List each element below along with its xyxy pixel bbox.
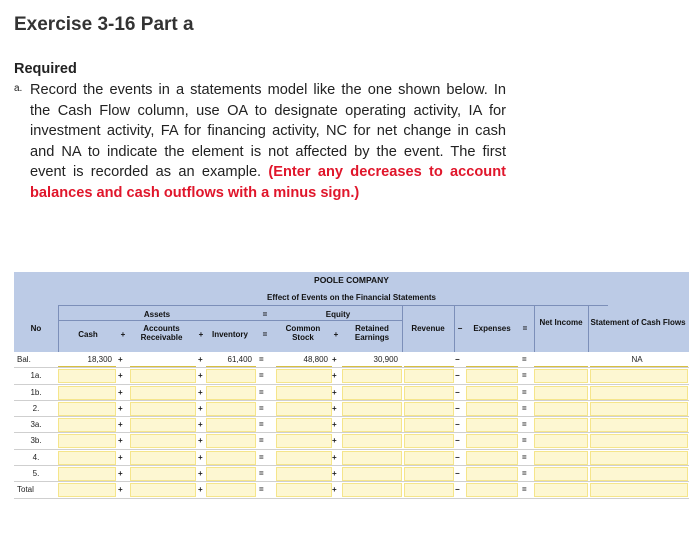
col-expenses: Expenses [473,324,511,333]
cell-inventory: 61,400 [206,353,256,367]
cell-expenses[interactable] [466,402,518,416]
col-cash: Cash [78,330,98,339]
cell-retained[interactable] [342,402,402,416]
plus-op: + [332,469,337,479]
row-label: 1a. [30,371,42,381]
table-row [14,482,689,498]
cell-retained[interactable] [342,483,402,497]
cell-cash[interactable] [58,418,116,432]
cell-inventory[interactable] [206,483,256,497]
cell-common[interactable] [276,467,332,481]
cell-retained[interactable] [342,369,402,383]
equals-op: = [259,403,264,413]
cell-inventory[interactable] [206,451,256,465]
cell-scf[interactable] [590,434,688,448]
instructions-emphasis: (Enter any decreases to account balances and cash outflows with a minus sign.) [30,164,506,201]
equals-op: = [259,371,264,381]
cell-cash[interactable] [58,467,116,481]
row-label: Bal. [17,355,31,364]
minus-op: − [455,452,460,462]
cell-common[interactable] [276,418,332,432]
plus-op: + [332,420,337,430]
cell-cash[interactable] [58,483,116,497]
plus-op: + [198,436,203,446]
cell-cash[interactable] [58,434,116,448]
cell-expenses[interactable] [466,467,518,481]
minus-op: − [455,436,460,446]
table-row [14,433,689,449]
cell-common[interactable] [276,369,332,383]
plus-op: + [118,469,123,479]
cell-retained[interactable] [342,451,402,465]
instructions [14,80,506,203]
cell-revenue [404,353,454,367]
cell-expenses[interactable] [466,434,518,448]
plus-op: + [332,403,337,413]
cell-expenses[interactable] [466,483,518,497]
minus-op: − [455,420,460,430]
plus-op: + [198,469,203,479]
table-row [14,385,689,401]
cell-expenses [466,353,518,367]
plus-op: + [332,371,337,381]
cell-scf[interactable] [590,467,688,481]
plus-op: + [332,452,337,462]
table-row [14,417,689,433]
row-label: 3b. [30,436,42,446]
plus-op: + [198,387,203,397]
equals-op: = [522,371,527,381]
col-no: No [30,324,42,333]
row-label: 1b. [30,387,42,397]
equals-op: = [522,469,527,479]
equals-op: = [259,485,264,495]
plus-op: + [118,420,123,430]
cell-common[interactable] [276,386,332,400]
cell-retained[interactable] [342,418,402,432]
cell-revenue[interactable] [404,369,454,383]
table-row [14,466,689,482]
cell-ar[interactable] [130,386,196,400]
plus-op: + [198,452,203,462]
instructions-text: Record the events in a statements model like the one shown below. In the Cash Flow column, use OA to designate operating activity, IA for investment activity, FA for financing activity, NC for net change in cash and NA to indicate the element is not affected by the event. The first event is recorded as an example. [30,82,506,180]
cell-revenue[interactable] [404,467,454,481]
plus-op: + [118,452,123,462]
cell-common[interactable] [276,451,332,465]
table-row [14,450,689,466]
minus-op: − [455,371,460,381]
plus-op: + [118,387,123,397]
cell-net[interactable] [534,418,588,432]
plus-op: + [333,330,339,339]
cell-net[interactable] [534,483,588,497]
cell-ar[interactable] [130,418,196,432]
col-statement-of-cash-flows: Statement of Cash Flows [590,318,686,327]
cell-net[interactable] [534,402,588,416]
cell-scf[interactable] [590,386,688,400]
equals-op: = [259,420,264,430]
cell-common[interactable] [276,483,332,497]
row-label: 2. [32,403,40,413]
col-accounts-receivable: Accounts Receivable [140,324,183,342]
cell-scf[interactable] [590,418,688,432]
plus-op: + [332,485,337,495]
plus-op: + [198,355,203,364]
plus-op: + [198,420,203,430]
equals-op: = [522,387,527,397]
cell-expenses[interactable] [466,451,518,465]
cell-cash[interactable] [58,451,116,465]
plus-op: + [198,330,204,339]
cell-revenue[interactable] [404,434,454,448]
cell-scf: NA [590,353,688,367]
cell-net[interactable] [534,386,588,400]
row-label: 3a. [30,420,42,430]
equals-op: = [522,420,527,430]
page-title: Exercise 3-16 Part a [14,14,194,35]
plus-op: + [118,371,123,381]
table-subtitle: Effect of Events on the Financial Statements [267,293,436,302]
cell-ar[interactable] [130,451,196,465]
cell-inventory[interactable] [206,418,256,432]
plus-op: + [118,485,123,495]
cell-ar[interactable] [130,402,196,416]
minus-op: − [457,324,463,333]
minus-op: − [455,469,460,479]
cell-retained[interactable] [342,434,402,448]
assets-heading: Assets [143,310,171,319]
table-row [14,368,689,384]
cell-revenue[interactable] [404,483,454,497]
plus-op: + [332,436,337,446]
cell-expenses[interactable] [466,418,518,432]
cell-net[interactable] [534,434,588,448]
plus-op: + [118,436,123,446]
minus-op: − [455,355,460,364]
col-common-stock: Common Stock [285,324,321,342]
plus-op: + [198,371,203,381]
cell-cash[interactable] [58,369,116,383]
equity-heading: Equity [325,310,351,319]
col-net-income: Net Income [539,318,583,327]
cell-revenue[interactable] [404,451,454,465]
table-row [14,401,689,417]
company-name: POOLE COMPANY [314,275,389,285]
minus-op: − [455,485,460,495]
equals-op: = [522,452,527,462]
col-revenue: Revenue [411,324,445,333]
equals-op: = [259,469,264,479]
table-row [14,352,689,368]
cell-net[interactable] [534,467,588,481]
plus-op: + [332,387,337,397]
cell-net[interactable] [534,451,588,465]
plus-op: + [118,403,123,413]
row-label: 4. [32,452,40,462]
cell-common[interactable] [276,402,332,416]
equals-op: = [522,485,527,495]
equals-op: = [259,436,264,446]
equals-op: = [262,310,268,319]
item-marker: a. [14,83,23,94]
row-label: 5. [32,469,40,479]
cell-net [534,353,588,367]
cell-inventory[interactable] [206,467,256,481]
cell-scf[interactable] [590,402,688,416]
cell-ar[interactable] [130,369,196,383]
cell-inventory[interactable] [206,402,256,416]
cell-expenses[interactable] [466,386,518,400]
cell-scf[interactable] [590,483,688,497]
col-inventory: Inventory [211,330,248,339]
cell-retained: 30,900 [342,353,402,367]
row-label: Total [17,485,34,495]
cell-cash: 18,300 [58,353,116,367]
plus-op: + [198,485,203,495]
cell-ar[interactable] [130,467,196,481]
equals-op: = [522,324,528,333]
cell-common[interactable] [276,434,332,448]
cell-retained[interactable] [342,386,402,400]
plus-op: + [332,355,337,364]
required-heading: Required [14,61,77,77]
cell-cash[interactable] [58,386,116,400]
equals-op: = [259,355,264,364]
equals-op: = [522,403,527,413]
cell-cash[interactable] [58,402,116,416]
equals-op: = [259,387,264,397]
cell-expenses[interactable] [466,369,518,383]
table-body [14,352,689,499]
equals-op: = [522,436,527,446]
table-header [14,272,689,352]
cell-inventory[interactable] [206,434,256,448]
equals-op: = [259,452,264,462]
cell-ar[interactable] [130,483,196,497]
minus-op: − [455,387,460,397]
cell-scf[interactable] [590,451,688,465]
cell-ar [130,353,196,367]
plus-op: + [198,403,203,413]
cell-common: 48,800 [276,353,332,367]
equals-op: = [522,355,527,364]
cell-ar[interactable] [130,434,196,448]
cell-retained[interactable] [342,467,402,481]
col-retained-earnings: Retained Earnings [354,324,390,342]
cell-inventory[interactable] [206,386,256,400]
minus-op: − [455,403,460,413]
plus-op: + [120,330,126,339]
cell-scf[interactable] [590,369,688,383]
statements-model-table [14,272,689,499]
cell-revenue[interactable] [404,418,454,432]
cell-revenue[interactable] [404,386,454,400]
cell-net[interactable] [534,369,588,383]
cell-inventory[interactable] [206,369,256,383]
equals-op: = [262,330,268,339]
cell-revenue[interactable] [404,402,454,416]
plus-op: + [118,355,123,364]
